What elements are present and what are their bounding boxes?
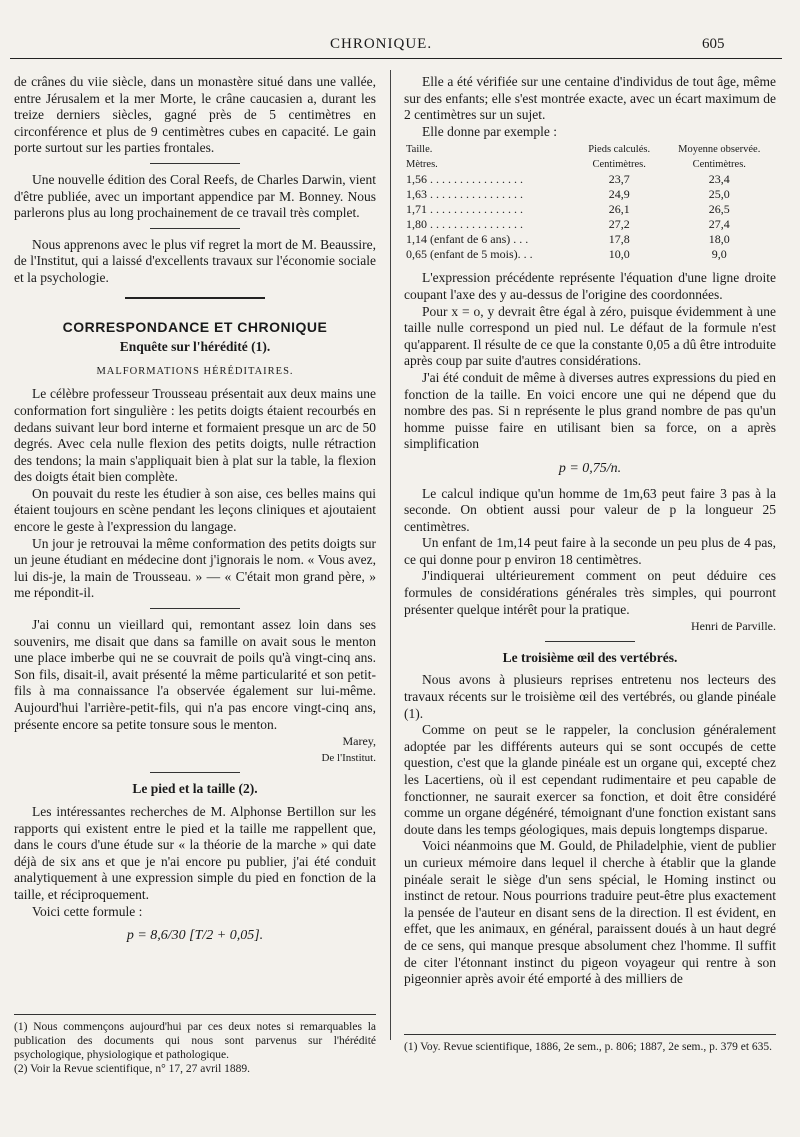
left-footnotes xyxy=(14,1020,376,1076)
footnote: (1) Voy. Revue scientifique, 1886, 2e sem., p. 806; 1887, 2e sem., p. 379 et 635. xyxy=(404,1041,773,1053)
article-subtitle: MALFORMATIONS HÉRÉDITAIRES. xyxy=(96,365,294,377)
signature-affiliation: De l'Institut. xyxy=(321,751,376,764)
table-cell: 27,2 xyxy=(608,217,630,232)
formula: p = 0,75/n. xyxy=(558,460,622,476)
paragraph: J'ai connu un vieillard qui, remontant assez loin dans ses souvenirs, me disait que dans sa famille on avait sous le menton une place imberbe qui ne se couvrait de poils qu'à vingt-cinq ans. Son fils, disait-il, avait présenté la même particularité et son petit-fils à ma connaissance l'a observée également sur lui-même. Aujourd'hui l'arrière-petit-fils, qui n'a pas encore vingt-cinq ans, présente encore sa petite tonsure sous le menton. xyxy=(14,617,376,732)
table-unit: Centimètres. xyxy=(592,159,646,171)
running-title: CHRONIQUE. xyxy=(330,36,433,52)
article-title: Le troisième œil des vertébrés. xyxy=(502,649,678,665)
table-unit: Centimètres. xyxy=(692,159,746,171)
separator xyxy=(150,228,240,229)
table-cell: 1,71 . . . . . . . . . . . . . . . . xyxy=(406,202,523,217)
left-column xyxy=(14,74,376,953)
footnote: (2) Voir la Revue scientifique, n° 17, 27 avril 1889. xyxy=(14,1063,251,1075)
separator xyxy=(150,163,240,164)
table-unit: Mètres. xyxy=(406,159,438,171)
table-cell: 23,7 xyxy=(608,172,630,187)
table-row xyxy=(404,232,776,247)
table-cell: 0,65 (enfant de 5 mois). . . xyxy=(406,247,533,262)
article-title: Le pied et la taille (2). xyxy=(132,781,258,797)
table-header: Pieds calculés. xyxy=(588,144,651,156)
right-footnotes xyxy=(404,1040,776,1054)
separator xyxy=(150,608,240,609)
paragraph: Le calcul indique qu'un homme de 1m,63 peut faire 3 pas à la seconde. On obtient aussi pour valeur de p la longueur 25 centimètres. xyxy=(404,485,776,534)
table-row xyxy=(404,187,776,202)
table-cell: 1,63 . . . . . . . . . . . . . . . . xyxy=(406,187,523,202)
table-cell: 1,80 . . . . . . . . . . . . . . . . xyxy=(406,217,523,232)
section-rule xyxy=(125,297,265,299)
column-divider xyxy=(390,70,391,1040)
table-cell: 10,0 xyxy=(608,247,630,262)
signature: Henri de Parville. xyxy=(691,619,776,634)
table-row xyxy=(404,202,776,217)
paragraph: Comme on peut se le rappeler, la conclusion généralement adoptée par les différents auteurs qui se sont occupés de cette question, c'est que la glande pinéale est un organe qui, excepté chez les Lacertiens, où il est cependant rudimentaire et peu capable de fonctionner, ne saurait exercer sa fonction, et doit être considéré comme un organe dégénéré, témoignant d'une fonction existant sans doute dans les temps géologiques, mais depuis longtemps disparue. xyxy=(404,722,776,837)
table-cell: 18,0 xyxy=(708,232,730,247)
table-header: Taille. xyxy=(406,144,433,156)
paragraph: de crânes du viie siècle, dans un monastère situé dans une vallée, entre Jérusalem et la mer Morte, le crâne caucasien a, durant les treize derniers siècles, gagné près de 5 centimètres en circonférence et plus de 9 centimètres cubes en capacité. Le gain porte surtout sur les parties frontales. xyxy=(14,74,376,156)
paragraph: Voici cette formule : xyxy=(32,903,143,919)
separator xyxy=(545,641,635,642)
table-cell: 17,8 xyxy=(608,232,630,247)
section-title: CORRESPONDANCE ET CHRONIQUE xyxy=(62,318,328,335)
paragraph: Nous avons à plusieurs reprises entretenu nos lecteurs des travaux récents sur le troisième œil des vertébrés, ou glande pinéale (1). xyxy=(404,672,776,721)
table-cell: 1,56 . . . . . . . . . . . . . . . . xyxy=(406,172,523,187)
separator xyxy=(150,772,240,773)
paragraph: On pouvait du reste les étudier à son aise, ces belles mains qui étaient toujours en scène pendant les leçons cliniques et ajoutaient encore le geste à l'expression du langage. xyxy=(14,485,376,535)
table-cell: 23,4 xyxy=(708,172,730,187)
paragraph: Une nouvelle édition des Coral Reefs, de Charles Darwin, vient d'être publiée, avec un important appendice par M. Bonney. Nous parlerons plus au long prochainement de ce travail très complet. xyxy=(14,171,376,221)
article-title: Enquête sur l'hérédité (1). xyxy=(119,339,271,355)
running-header xyxy=(0,36,800,58)
table-cell: 9,0 xyxy=(711,247,727,262)
table-cell: 26,1 xyxy=(608,202,630,217)
formula: p = 8,6/30 [T/2 + 0,05]. xyxy=(126,928,264,944)
paragraph: Les intéressantes recherches de M. Alphonse Bertillon sur les rapports qui existent entre le pied et la taille me rappellent que, dans le cours d'une étude sur « la théorie de la marche » qui date déjà de six ans et que je n'ai encore pu publier, j'ai été conduit analytiquement à une expression simple du pied en fonction de la taille, et réciproquement. xyxy=(14,803,376,902)
paragraph: Pour x = o, y devrait être égal à zéro, puisque évidemment à une taille nulle correspond un pied nul. Le défaut de la formule n'est qu'apparent. Il résulte de ce que la constante 0,05 a dû être introduite après coup par suite d'autres considérations. xyxy=(404,303,776,369)
table-cell: 1,14 (enfant de 6 ans) . . . xyxy=(406,232,529,247)
table-row xyxy=(404,247,776,262)
table-row xyxy=(404,172,776,187)
table-cell: 26,5 xyxy=(708,202,730,217)
paragraph: Un jour je retrouvai la même conformation des petits doigts sur un jeune étudiant en médecine dont j'ignorais le nom. « Vous avez, lui dis-je, la main de Trousseau. » — « C'était mon grand père, » me répondit-il. xyxy=(14,535,376,601)
footnote: (1) Nous commençons aujourd'hui par ces deux notes si remarquables la publication des documents qui nous sont parvenus sur l'hérédité psychologique, physiologique et pathologique. xyxy=(14,1021,376,1061)
page-number: 605 xyxy=(702,36,725,52)
table-header: Moyenne observée. xyxy=(678,144,761,156)
paragraph: Elle a été vérifiée sur une centaine d'individus de tout âge, même sur des enfants; elle s'est montrée exacte, avec un écart maximum de 2 centimètres sur un sujet. xyxy=(404,74,776,123)
foot-size-table xyxy=(404,142,776,262)
paragraph: J'indiquerai ultérieurement comment on peut déduire ces formules de considérations générales très simples, qui pourront présenter quelque intérêt pour la pratique. xyxy=(404,568,776,617)
footnote-rule xyxy=(14,1014,376,1015)
paragraph: Elle donne par exemple : xyxy=(422,123,557,139)
paragraph: Voici néanmoins que M. Gould, de Philadelphie, vient de publier un curieux mémoire dans lequel il cherche à établir que la glande pinéale serait le siège d'un sens spécial, le Homing instinct ou instinct de retour. Nous pourrions traduire peut-être plus exactement la pensée de l'auteur en disant sens de la direction. Il est évident, en effet, que les animaux, en général, paraissent doués à un haut degré de ce sens, qui manque presque absolument chez l'homme. Il suffit de citer l'étonnant instinct du pigeon voyageur qui rentre à son pigeonnier après avoir été emporté à des milliers de xyxy=(404,838,776,987)
signature: Marey, xyxy=(342,734,376,749)
footnote-rule xyxy=(404,1034,776,1035)
table-cell: 24,9 xyxy=(608,187,630,202)
table-cell: 25,0 xyxy=(708,187,730,202)
paragraph: Nous apprenons avec le plus vif regret la mort de M. Beaussire, de l'Institut, qui a laissé d'excellents travaux sur l'économie sociale et la psychologie. xyxy=(14,236,376,285)
table-cell: 27,4 xyxy=(708,217,730,232)
table-row xyxy=(404,217,776,232)
paragraph: L'expression précédente représente l'équation d'une ligne droite coupant l'axe des y au-dessus de l'origine des coordonnées. xyxy=(404,270,776,302)
paragraph: J'ai été conduit de même à diverses autres expressions du pied en fonction de la taille. En voici encore une qui ne dépend que du nombre des pas. Si n représente le plus grand nombre de pas qu'un homme puisse faire en utilisant bien sa force, on a après simplification xyxy=(404,369,776,452)
paragraph: Le célèbre professeur Trousseau présentait aux deux mains une conformation fort singulière : les petits doigts étaient recourbés en dedans suivant leur bord interne et formaient presque un arc de 50 degrés. Avec cela nulle flexion des petits doigts, nulle rétraction des tendons; la main s'appliquait bien à plat sur la table, la flexion des doigts était bien complète. xyxy=(14,386,376,485)
paragraph: Un enfant de 1m,14 peut faire à la seconde un peu plus de 4 pas, ce qui donne pour p environ 18 centimètres. xyxy=(404,535,776,567)
header-rule xyxy=(10,58,782,59)
right-column xyxy=(404,74,776,988)
